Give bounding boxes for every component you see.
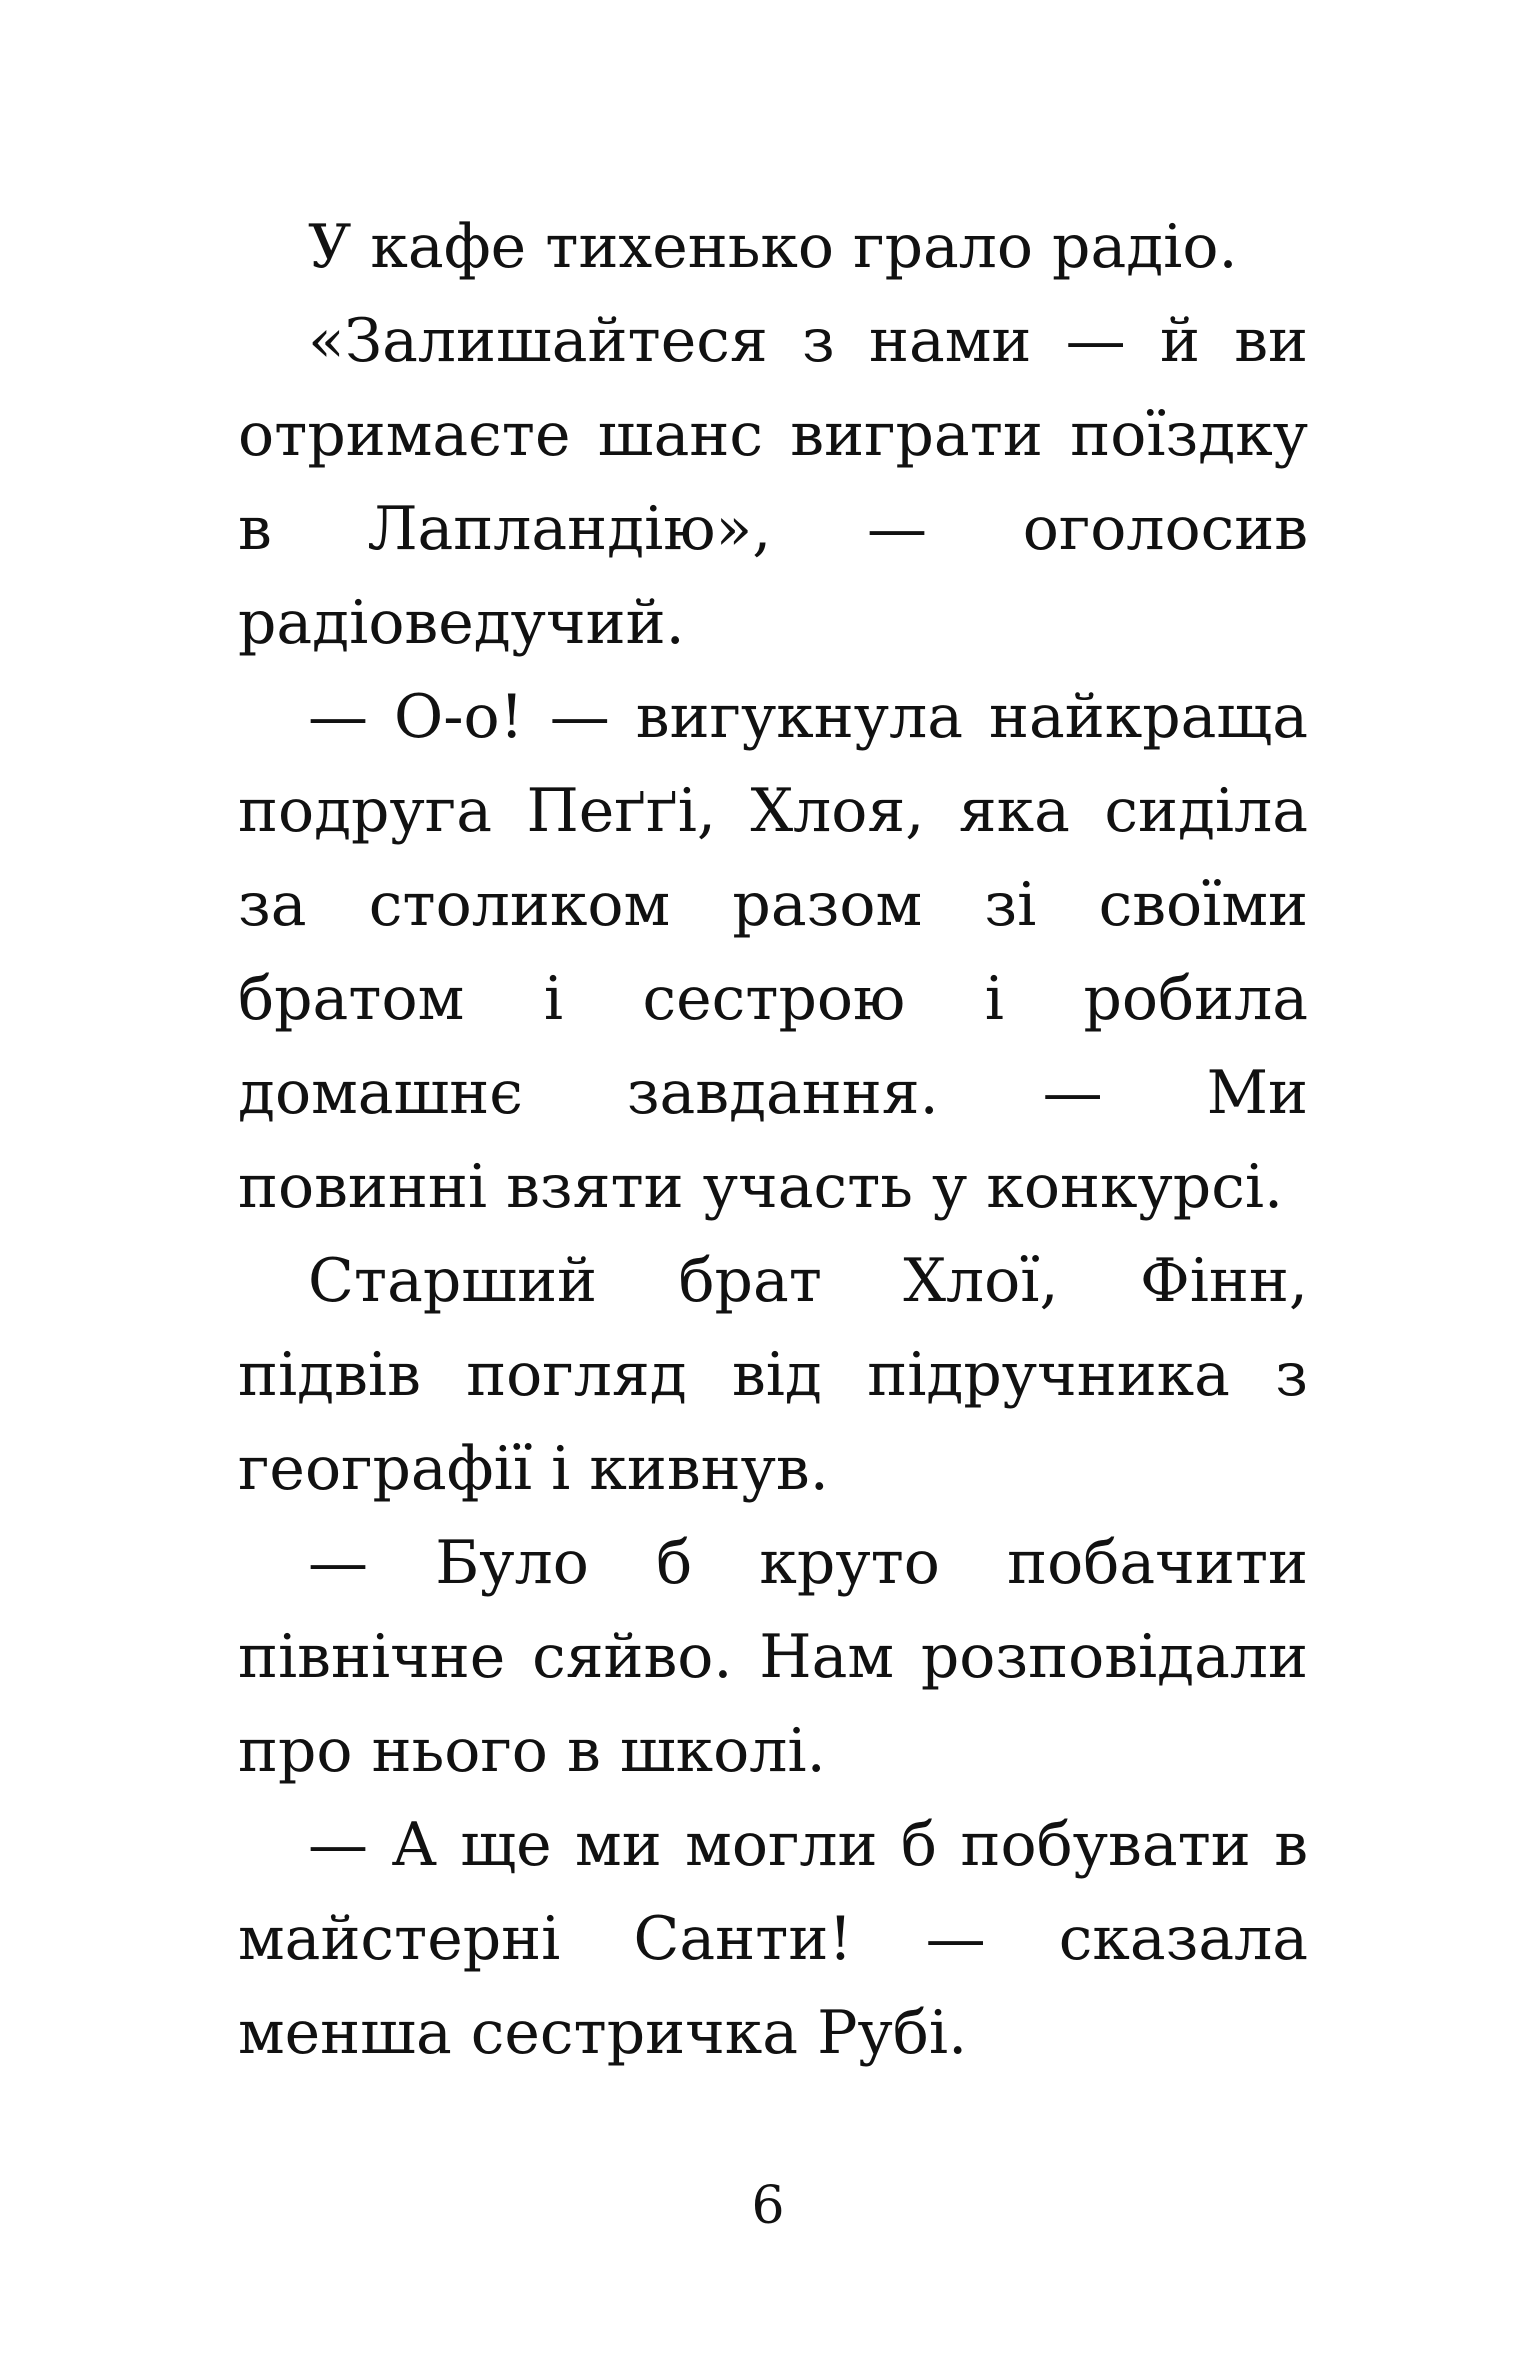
paragraph: Старший брат Хлої, Фінн, підвів погляд від підручника з географії і кивнув. <box>238 1246 1308 1504</box>
page-number: 6 <box>751 2176 785 2236</box>
paragraph: — Було б круто побачити північне сяйво. Нам розповідали про нього в школі. <box>238 1528 1308 1786</box>
body-text <box>238 200 1308 2080</box>
paragraph: У кафе тихенько грало радіо. <box>308 212 1238 282</box>
paragraph: — О-о! — вигукнула найкраща подруга Пеґґі, Хлоя, яка сиділа за столиком разом зі своїми братом і сестрою і робила домашнє завдання. — Ми повинні взяти участь у конкурсі. <box>238 682 1308 1222</box>
paragraph: «Залишайтеся з нами — й ви отримаєте шанс виграти поїздку в Лапландію», — оголосив радіоведучий. <box>238 306 1308 658</box>
paragraph: — А ще ми могли б побувати в майстерні Санти! — сказала менша сестричка Рубі. <box>238 1810 1308 2068</box>
